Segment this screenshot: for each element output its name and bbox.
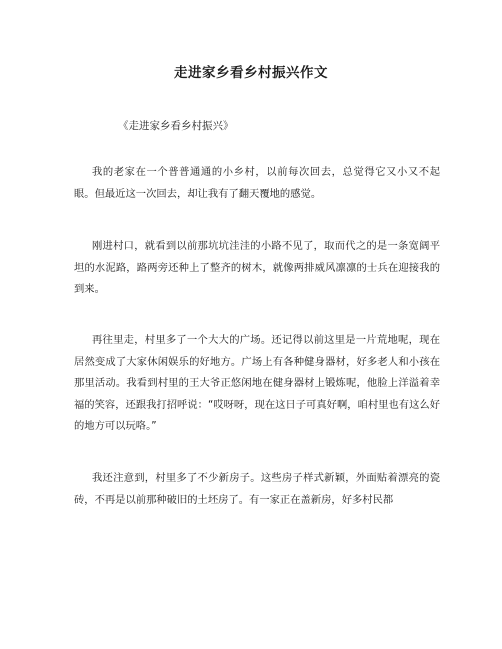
paragraph-4: 我还注意到，村里多了不少新房子。这些房子样式新颖，外面贴着漂亮的瓷砖，不再是以前那种破旧的土坯房了。有一家正在盖新房，好多村民都	[74, 472, 440, 506]
paragraph-1: 我的老家在一个普普通通的小乡村，以前每次回去，总觉得它又小又不起眼。但最近这一次回去，却让我有了翻天覆地的感觉。	[74, 166, 440, 200]
document-subtitle: 《走进家乡看乡村振兴》	[118, 120, 234, 132]
paragraph-3: 再往里走，村里多了一个大大的广场。还记得以前这里是一片荒地呢，现在居然变成了大家休闲娱乐的好地方。广场上有各种健身器材，好多老人和小孩在那里活动。我看到村里的王大爷正悠闲地在健身器材上锻炼呢，他脸上洋溢着幸福的笑容，还跟我打招呼说：“哎呀呀，现在这日子可真好啊，咱村里也有这么好的地方可以玩咯。”	[74, 334, 440, 433]
paragraph-2: 刚进村口，就看到以前那坑坑洼洼的小路不见了，取而代之的是一条宽阔平坦的水泥路，路两旁还种上了整齐的树木，就像两排威风凛凛的士兵在迎接我的到来。	[74, 240, 440, 296]
document-title: 走进家乡看乡村振兴作文	[174, 65, 328, 81]
